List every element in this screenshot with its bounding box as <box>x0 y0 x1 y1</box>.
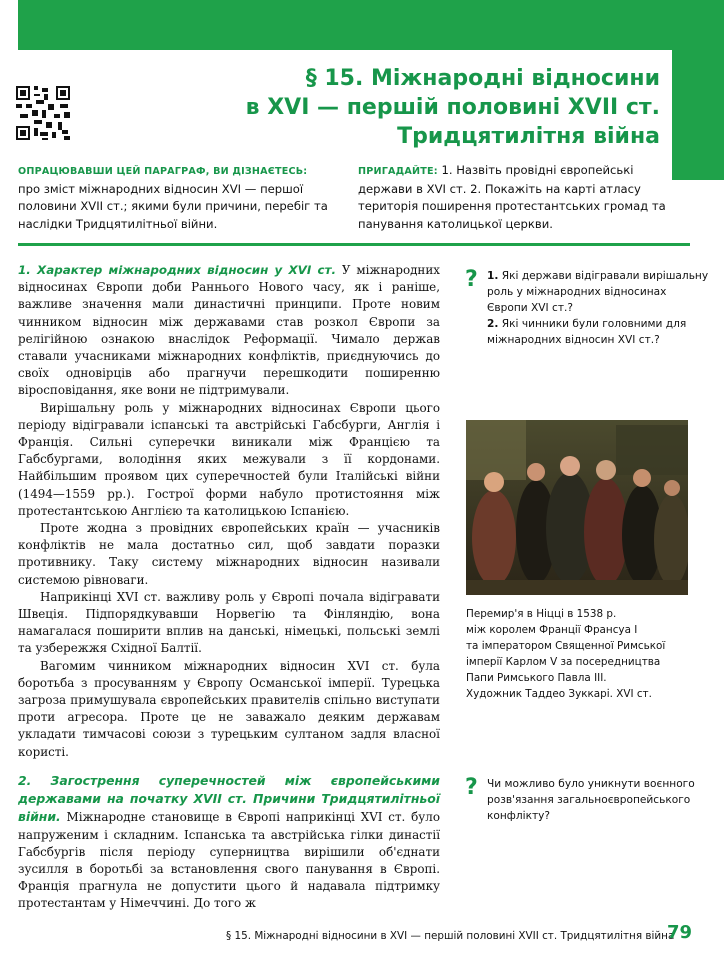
section-1-paragraph-2: Вирішальну роль у міжнародних відносинах Європи цього періоду відігравали іспанські та австрійські Габсбурги, Англія і Франція. Сильні суперечки виникали між Францією та Габсбургами, володіння яких межували з її кордонами. Найбільшим проявом цих суперечностей були Італійські війни (1494—1559 рр.). Гострої форми набуло протистояння між протестантською Англією та католицькою Іспанією. <box>18 400 440 518</box>
section-2-paragraph <box>18 772 440 913</box>
question-1-text: Які держави відігравали вирішальну роль у міжнародних відносинах Європи XVI ст.? <box>487 270 709 314</box>
section-title <box>160 64 660 151</box>
section-2 <box>18 772 440 913</box>
question-mark-icon: ? <box>465 775 478 800</box>
section-2-text: Міжнародне становище в Європі наприкінці XVI ст. було напруженим і складним. Іспанська та австрійська гілки династії Габсбургів після періоду суперництва вирішили об'єднати зусилля в боротьбі за встановлення свого панування в Європі. Франція прагнула не допустити цього й надавала підтримку протестантам у Німеччині. До того ж <box>18 810 440 911</box>
learning-goals <box>18 162 330 233</box>
question-1 <box>487 268 709 316</box>
review-questions-2 <box>465 776 709 824</box>
title-line-1: § 15. Міжнародні відносини <box>305 66 660 91</box>
recall-box <box>358 162 676 233</box>
section-1 <box>18 262 440 761</box>
section-1-text-1: У міжнародних відносинах Європи доби Раннього Нового часу, як і раніше, важливе значення мали династичні принципи. Проте новим чинником відносин між державами став розкол Європи за релігійною ознакою внаслідок Реформації. Чимало держав ставали учасниками міжнародних конфліктів, приєднуючись до своїх одновірців або прагнучи перешкодити поширенню віросповідання, яке вони не підтримували. <box>18 263 440 398</box>
page-number: 79 <box>667 922 693 943</box>
caption-line-5: Папи Римського Павла III. <box>466 672 607 684</box>
truce-of-nice-painting <box>466 420 688 595</box>
question-2-text: Які чинники були головними для міжнародних відносин XVI ст.? <box>487 318 687 346</box>
review-questions-1 <box>465 268 709 348</box>
caption-line-1: Перемир'я в Ніцці в 1538 р. <box>466 608 617 620</box>
caption-line-3: та імператором Священної Римської <box>466 640 666 652</box>
recall-text: 1. Назвіть провідні європейські держави в XVI ст. 2. Покажіть на карті атласу територія поширення протестантських громад та панування католицької церкви. <box>358 163 666 231</box>
question-2-number: 2. <box>487 318 499 330</box>
page-footer: § 15. Міжнародні відносини в XVI — першій половині XVII ст. Тридцятилітня війна <box>226 930 675 942</box>
section-1-paragraph-1 <box>18 262 440 400</box>
section-1-paragraph-4: Наприкінці XVI ст. важливу роль у Європі почала відігравати Швеція. Підпорядкувавши Норвегію та Фінляндію, вона намагалася поширити вплив на данські, німецькі, польські землі та узбережжя Східної Балтії. <box>18 589 440 656</box>
qr-code-icon[interactable] <box>16 86 70 140</box>
caption-line-6: Художник Таддео Зуккарі. XVI ст. <box>466 688 652 700</box>
question-mark-icon: ? <box>465 267 478 292</box>
question-2 <box>487 316 709 348</box>
caption-line-4: імперії Карлом V за посередництва <box>466 656 661 668</box>
section-1-paragraph-5: Вагомим чинником міжнародних відносин XVI ст. була боротьба з просуванням у Європу Османської імперії. Турецька загроза примушувала європейських правителів спільно виступати проти агресора. Проте це не заважало деяким державам укладати тимчасові союзи з турецьким султаном задля власної користі. <box>18 658 440 759</box>
section-2-heading: 2. Загострення суперечностей між європейськими державами на початку XVII ст. Причини Тридцятилітньої війни. <box>18 773 440 825</box>
section-1-paragraph-3: Проте жодна з провідних європейських країн — учасників конфліктів не мала достатньо сил, щоб завдати поразки противнику. Таку систему міжнародних відносин називали системою рівноваги. <box>18 521 440 587</box>
discussion-question: Чи можливо було уникнути воєнного розв'язання загальноєвропейського конфлікту? <box>487 778 695 822</box>
learning-goals-label: ОПРАЦЮВАВШИ ЦЕЙ ПАРАГРАФ, ВИ ДІЗНАЄТЕСЬ: <box>18 166 308 177</box>
caption-line-2: між королем Франції Франсуа І <box>466 624 638 636</box>
title-line-3: Тридцятилітня війна <box>397 124 660 149</box>
title-line-2: в XVI — першій половині XVII ст. <box>245 95 660 120</box>
painting-caption <box>466 606 696 702</box>
side-green-tab <box>672 50 724 180</box>
divider-rule <box>18 243 690 246</box>
question-1-number: 1. <box>487 270 499 282</box>
learning-goals-text: про зміст міжнародних відносин XVI — першої половини XVII ст.; якими були причини, перебіг та наслідки Тридцятилітньої війни. <box>18 181 328 231</box>
section-1-heading: 1. Характер міжнародних відносин у XVI ст. <box>18 263 336 277</box>
recall-label: ПРИГАДАЙТЕ: <box>358 166 438 177</box>
top-green-bar <box>18 0 724 50</box>
